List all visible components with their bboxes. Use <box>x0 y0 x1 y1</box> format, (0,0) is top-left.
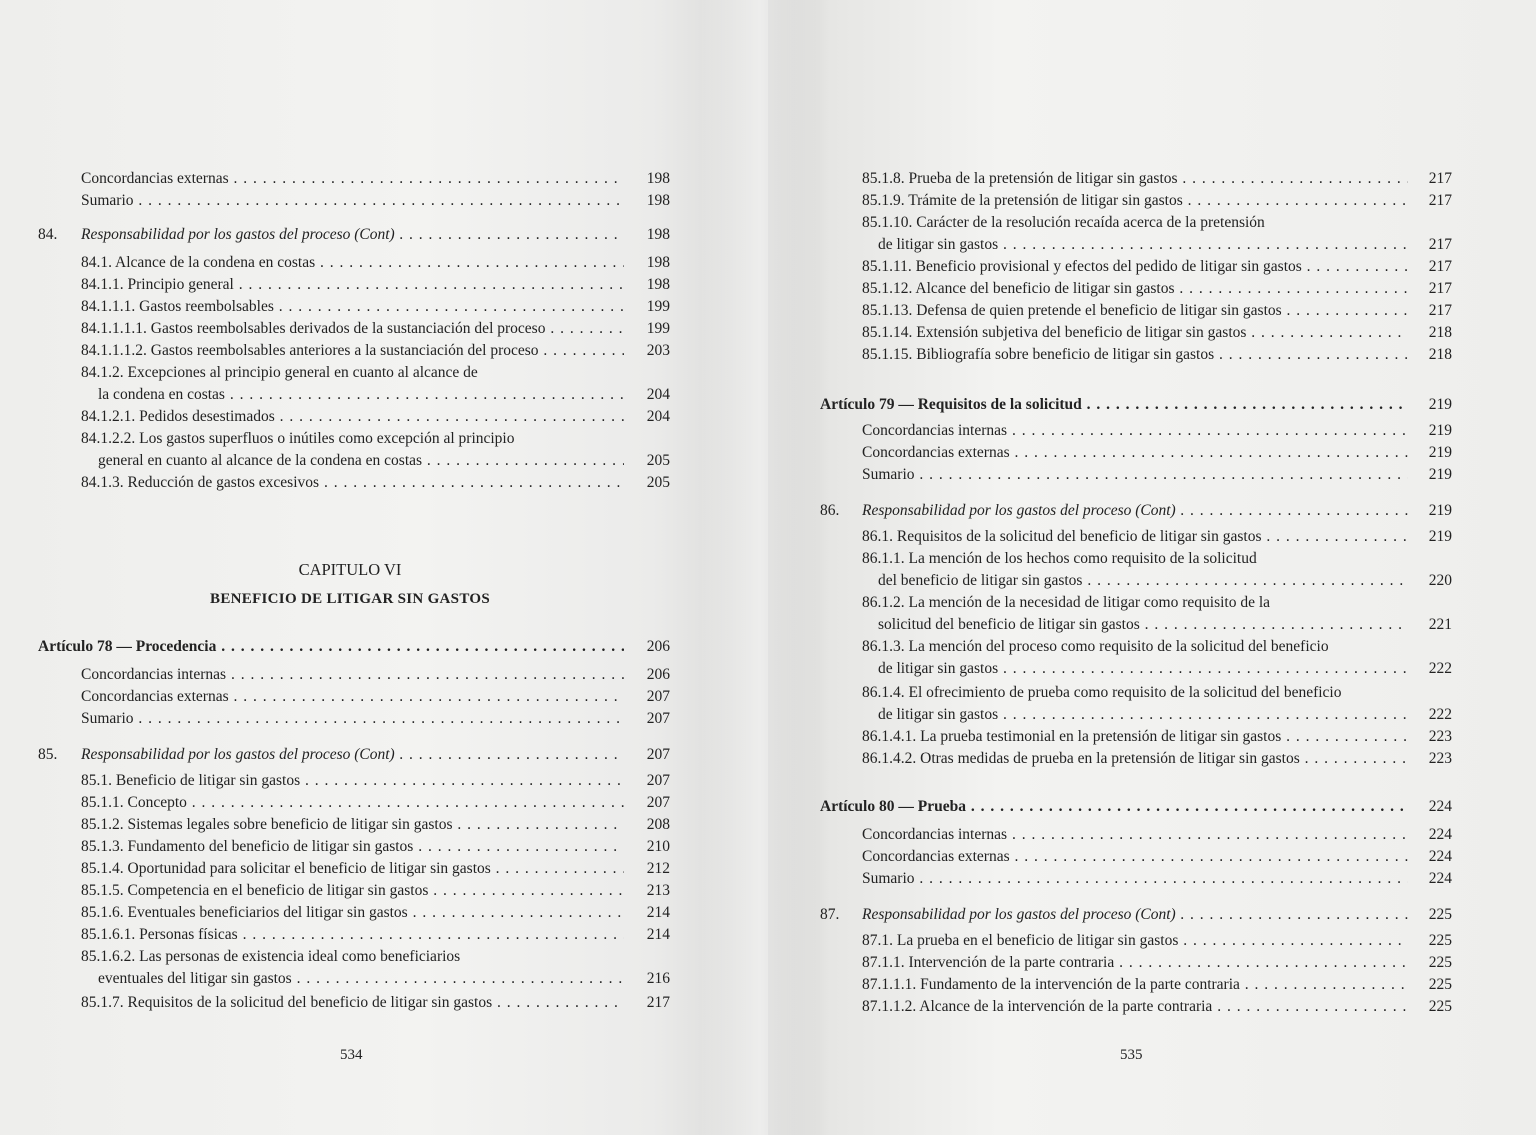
toc-page-number: 224 <box>1428 798 1452 815</box>
toc-entry-title: Concordancias externas . . . <box>81 686 624 708</box>
toc-entry-title: 86.1. Requisitos de la solicitud del beneficio de litigar sin gastos . . . <box>862 526 1408 548</box>
toc-page-number: 225 <box>1428 998 1452 1015</box>
chapter-title: CAPITULO VI <box>298 560 402 579</box>
toc-entry-title: 85.1.8. Prueba de la pretensión de litigar sin gastos . . . <box>862 168 1408 190</box>
toc-page-number: 198 <box>646 276 670 293</box>
toc-page-number: 216 <box>646 970 670 987</box>
toc-entry-title: 86.1.4.2. Otras medidas de prueba en la pretensión de litigar sin gastos . . . <box>862 748 1408 770</box>
toc-page-number: 207 <box>646 746 670 763</box>
toc-entry-title: 85.1.5. Competencia en el beneficio de litigar sin gastos . . . <box>81 880 624 902</box>
toc-page-number: 203 <box>646 342 670 359</box>
toc-page-number: 219 <box>1428 396 1452 413</box>
chapter-subtitle: BENEFICIO DE LITIGAR SIN GASTOS <box>210 591 490 607</box>
toc-page-number: 223 <box>1428 728 1452 745</box>
toc-entry-title: 84.1.1.1.2. Gastos reembolsables anteriores a la sustanciación del proceso . . . <box>81 340 624 362</box>
toc-page-number: 205 <box>646 474 670 491</box>
toc-entry-title: 85.1.13. Defensa de quien pretende el beneficio de litigar sin gastos . . . <box>862 300 1408 322</box>
toc-page-number: 222 <box>1428 706 1452 723</box>
toc-entry-title: 85.1.14. Extensión subjetiva del beneficio de litigar sin gastos . . . <box>862 322 1408 344</box>
toc-entry-title: 84.1.1. Principio general . . . <box>81 274 624 296</box>
toc-entry-number: 87. <box>820 906 840 923</box>
toc-page-number: 207 <box>646 688 670 705</box>
toc-entry-title-continued: del beneficio de litigar sin gastos . . . <box>878 570 1408 592</box>
toc-entry-title: 84.1.2.2. Los gastos superfluos o inútiles como excepción al principio <box>81 430 515 447</box>
toc-page-number: 217 <box>1428 170 1452 187</box>
toc-page-number: 217 <box>646 994 670 1011</box>
toc-page-number: 207 <box>646 772 670 789</box>
toc-entry-title: Responsabilidad por los gastos del proceso (Cont) . . . <box>81 744 624 766</box>
toc-entry-number: 86. <box>820 502 840 519</box>
toc-page-number: 218 <box>1428 346 1452 363</box>
toc-page-number: 207 <box>646 794 670 811</box>
toc-entry-title: 86.1.2. La mención de la necesidad de litigar como requisito de la <box>862 594 1271 611</box>
toc-entry-title: Responsabilidad por los gastos del proceso (Cont) . . . <box>81 224 624 246</box>
toc-entry-title: Concordancias internas . . . <box>862 420 1408 442</box>
toc-page-number: 198 <box>646 192 670 209</box>
toc-page-number: 212 <box>646 860 670 877</box>
toc-page-number: 210 <box>646 838 670 855</box>
toc-entry-title: 85.1.11. Beneficio provisional y efectos del pedido de litigar sin gastos . . . <box>862 256 1408 278</box>
toc-entry-title: Concordancias externas . . . <box>862 442 1408 464</box>
toc-page-number: 213 <box>646 882 670 899</box>
toc-page-number: 221 <box>1428 616 1452 633</box>
toc-entry-title: Artículo 80 — Prueba . . . <box>820 796 1408 818</box>
toc-entry-title: 86.1.3. La mención del proceso como requisito de la solicitud del beneficio <box>862 638 1329 655</box>
right-page <box>768 0 1536 1135</box>
toc-page-number: 222 <box>1428 660 1452 677</box>
toc-page-number: 225 <box>1428 976 1452 993</box>
toc-entry-title: Artículo 79 — Requisitos de la solicitud . . . <box>820 394 1408 416</box>
toc-entry-title: 87.1.1.2. Alcance de la intervención de la parte contraria . . . <box>862 996 1408 1018</box>
toc-entry-title: 85.1.9. Trámite de la pretensión de litigar sin gastos . . . <box>862 190 1408 212</box>
toc-page-number: 206 <box>646 666 670 683</box>
page-number-right: 535 <box>1120 1047 1143 1063</box>
toc-page-number: 198 <box>646 170 670 187</box>
toc-entry-title: 85.1.15. Bibliografía sobre beneficio de litigar sin gastos . . . <box>862 344 1408 366</box>
toc-entry-title: 85.1.10. Carácter de la resolución recaída acerca de la pretensión <box>862 214 1265 231</box>
toc-page-number: 219 <box>1428 444 1452 461</box>
toc-page-number: 205 <box>646 452 670 469</box>
toc-entry-title: 84.1.2.1. Pedidos desestimados . . . <box>81 406 624 428</box>
toc-entry-title: Responsabilidad por los gastos del proceso (Cont) . . . <box>862 500 1408 522</box>
toc-entry-title: 85.1.6. Eventuales beneficiarios del litigar sin gastos . . . <box>81 902 624 924</box>
toc-page-number: 218 <box>1428 324 1452 341</box>
toc-entry-title: 85.1.7. Requisitos de la solicitud del beneficio de litigar sin gastos . . . <box>81 992 624 1014</box>
toc-page-number: 219 <box>1428 528 1452 545</box>
toc-page-number: 225 <box>1428 954 1452 971</box>
toc-page-number: 217 <box>1428 302 1452 319</box>
toc-entry-title: 84.1.2. Excepciones al principio general en cuanto al alcance de <box>81 364 478 381</box>
toc-page-number: 225 <box>1428 932 1452 949</box>
toc-entry-title: 84.1.3. Reducción de gastos excesivos . . . <box>81 472 624 494</box>
toc-entry-title: 87.1.1. Intervención de la parte contraria . . . <box>862 952 1408 974</box>
toc-page-number: 224 <box>1428 848 1452 865</box>
toc-entry-title: 84.1. Alcance de la condena en costas . . . <box>81 252 624 274</box>
toc-entry-title-continued: solicitud del beneficio de litigar sin gastos . . . <box>878 614 1408 636</box>
toc-page-number: 220 <box>1428 572 1452 589</box>
toc-page-number: 219 <box>1428 422 1452 439</box>
toc-entry-title: Concordancias externas . . . <box>862 846 1408 868</box>
toc-page-number: 206 <box>646 638 670 655</box>
toc-page-number: 214 <box>646 904 670 921</box>
toc-entry-title: 85.1.6.2. Las personas de existencia ideal como beneficiarios <box>81 948 461 965</box>
toc-entry-title-continued: de litigar sin gastos . . . <box>878 234 1408 256</box>
toc-page-number: 208 <box>646 816 670 833</box>
toc-entry-title: 85.1.6.1. Personas físicas . . . <box>81 924 624 946</box>
toc-entry-title: Responsabilidad por los gastos del proceso (Cont) . . . <box>862 904 1408 926</box>
toc-entry-title-continued: eventuales del litigar sin gastos . . . <box>98 968 624 990</box>
toc-page-number: 225 <box>1428 906 1452 923</box>
toc-entry-title: 85.1.4. Oportunidad para solicitar el beneficio de litigar sin gastos . . . <box>81 858 624 880</box>
toc-entry-title: Concordancias internas . . . <box>81 664 624 686</box>
toc-page-number: 198 <box>646 254 670 271</box>
toc-entry-title-continued: general en cuanto al alcance de la condena en costas . . . <box>98 450 624 472</box>
toc-entry-title: 86.1.1. La mención de los hechos como requisito de la solicitud <box>862 550 1257 567</box>
toc-page-number: 198 <box>646 226 670 243</box>
toc-page-number: 217 <box>1428 192 1452 209</box>
toc-entry-title: 87.1.1.1. Fundamento de la intervención de la parte contraria . . . <box>862 974 1408 996</box>
toc-page-number: 199 <box>646 320 670 337</box>
toc-page-number: 214 <box>646 926 670 943</box>
toc-entry-title: Sumario . . . <box>862 464 1408 486</box>
toc-page-number: 217 <box>1428 280 1452 297</box>
toc-entry-title: 85.1.2. Sistemas legales sobre beneficio de litigar sin gastos . . . <box>81 814 624 836</box>
toc-page-number: 204 <box>646 386 670 403</box>
toc-page-number: 207 <box>646 710 670 727</box>
toc-entry-title: 85.1. Beneficio de litigar sin gastos . . . <box>81 770 624 792</box>
toc-entry-title: 84.1.1.1.1. Gastos reembolsables derivados de la sustanciación del proceso . . . <box>81 318 624 340</box>
toc-entry-title-continued: de litigar sin gastos . . . <box>878 658 1408 680</box>
toc-entry-title: 86.1.4. El ofrecimiento de prueba como requisito de la solicitud del beneficio <box>862 684 1342 701</box>
toc-entry-title: Sumario . . . <box>81 708 624 730</box>
toc-page-number: 219 <box>1428 466 1452 483</box>
toc-entry-title: Sumario . . . <box>81 190 624 212</box>
page-number-left: 534 <box>340 1047 363 1063</box>
toc-entry-title: 87.1. La prueba en el beneficio de litigar sin gastos . . . <box>862 930 1408 952</box>
toc-entry-title: Sumario . . . <box>862 868 1408 890</box>
toc-page-number: 224 <box>1428 826 1452 843</box>
toc-page-number: 199 <box>646 298 670 315</box>
book-gutter <box>700 0 820 1135</box>
toc-page-number: 204 <box>646 408 670 425</box>
toc-entry-title: 85.1.1. Concepto . . . <box>81 792 624 814</box>
toc-entry-title: 85.1.12. Alcance del beneficio de litigar sin gastos . . . <box>862 278 1408 300</box>
toc-entry-title: Concordancias internas . . . <box>862 824 1408 846</box>
toc-page-number: 224 <box>1428 870 1452 887</box>
toc-entry-title: Concordancias externas . . . <box>81 168 624 190</box>
toc-entry-title: 86.1.4.1. La prueba testimonial en la pretensión de litigar sin gastos . . . <box>862 726 1408 748</box>
toc-entry-number: 84. <box>38 226 58 243</box>
toc-entry-number: 85. <box>38 746 58 763</box>
toc-entry-title: 84.1.1.1. Gastos reembolsables . . . <box>81 296 624 318</box>
toc-page-number: 223 <box>1428 750 1452 767</box>
toc-entry-title-continued: la condena en costas . . . <box>98 384 624 406</box>
toc-entry-title: Artículo 78 — Procedencia . . . <box>38 636 624 658</box>
toc-entry-title-continued: de litigar sin gastos . . . <box>878 704 1408 726</box>
toc-page-number: 219 <box>1428 502 1452 519</box>
toc-page-number: 217 <box>1428 236 1452 253</box>
toc-page-number: 217 <box>1428 258 1452 275</box>
toc-entry-title: 85.1.3. Fundamento del beneficio de litigar sin gastos . . . <box>81 836 624 858</box>
